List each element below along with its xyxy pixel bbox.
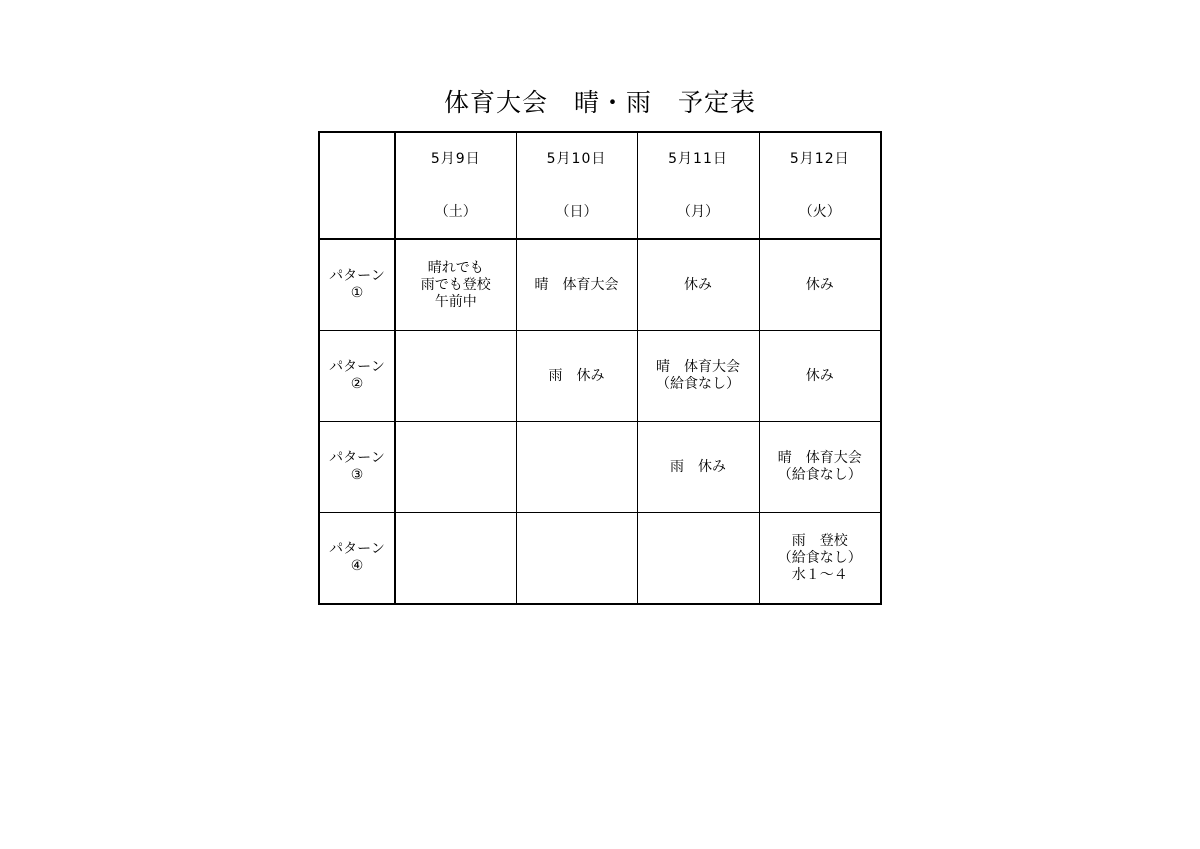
- table-cell: [395, 331, 516, 422]
- column-date: 5月11日: [668, 151, 728, 167]
- table-row: [319, 331, 881, 422]
- table-row: [319, 239, 881, 331]
- column-weekday: （月）: [677, 204, 719, 220]
- table-cell: [637, 513, 759, 605]
- table-cell: 雨 登校 （給食なし） 水１～４: [759, 513, 881, 605]
- table-cell: 雨 休み: [637, 422, 759, 513]
- column-weekday: （土）: [434, 204, 477, 220]
- column-date: 5月9日: [430, 151, 481, 167]
- row-label: パターン ④: [319, 513, 395, 605]
- table-cell: 晴 体育大会: [516, 239, 637, 331]
- column-header: [637, 132, 759, 239]
- table-cell: 晴 体育大会 （給食なし）: [637, 331, 759, 422]
- column-header: [395, 132, 516, 239]
- table-cell: [516, 422, 637, 513]
- row-label: パターン ②: [319, 331, 395, 422]
- table-cell: [516, 513, 637, 605]
- table-cell: 晴 体育大会 （給食なし）: [759, 422, 881, 513]
- table-cell: 晴れでも 雨でも登校 午前中: [395, 239, 516, 331]
- column-date: 5月10日: [546, 151, 607, 167]
- column-header: [759, 132, 881, 239]
- row-label: パターン ①: [319, 239, 395, 331]
- table-row: [319, 422, 881, 513]
- table-cell: 休み: [759, 239, 881, 331]
- table-cell: 休み: [759, 331, 881, 422]
- column-weekday: （火）: [798, 204, 841, 220]
- column-weekday: （日）: [555, 204, 598, 220]
- table-row: [319, 513, 881, 605]
- column-header: [516, 132, 637, 239]
- page-title: 体育大会 晴・雨 予定表: [443, 88, 756, 117]
- table-header-row: [319, 132, 881, 239]
- row-label: パターン ③: [319, 422, 395, 513]
- table-cell: [395, 513, 516, 605]
- table-cell: 休み: [637, 239, 759, 331]
- corner-cell: [319, 132, 395, 239]
- table-cell: [395, 422, 516, 513]
- column-date: 5月12日: [789, 151, 850, 167]
- schedule-table: [318, 131, 882, 605]
- table-cell: 雨 休み: [516, 331, 637, 422]
